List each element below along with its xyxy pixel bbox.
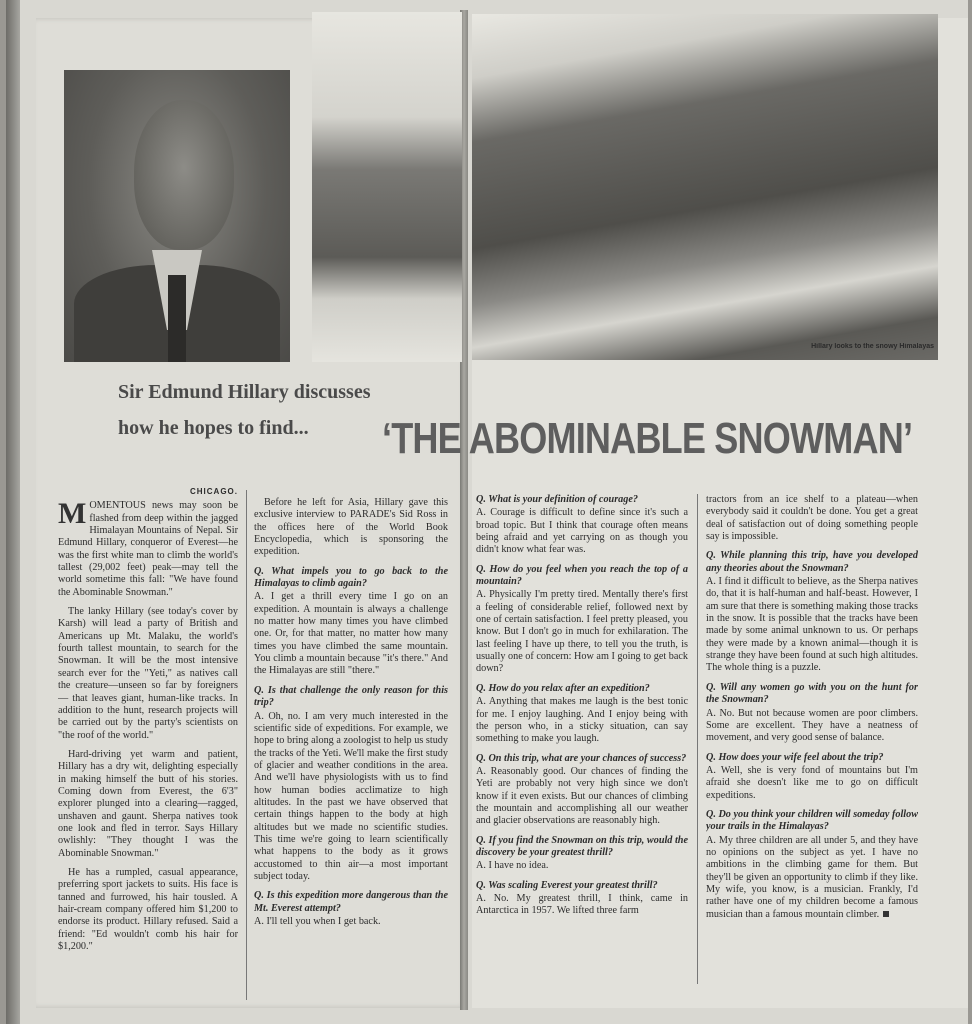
portrait-tie (168, 275, 186, 362)
answer: A. I have no idea. (476, 860, 549, 872)
answer: A. Reasonably good. Our chances of finding the Yeti are probably not very high since we don't know if it even exists. But our chances of climbing the mountain and accomplishing all our weather and glacier observations are reasonably high. (476, 765, 688, 827)
hillary-portrait-photo (64, 70, 290, 362)
question: Q. What is your definition of courage? (476, 494, 638, 505)
answer: A. Oh, no. I am very much interested in the scientific side of expeditions. For example, we hope to bring along a zoologist to help us study the tracks of the Yeti. We'll make the first study of glacier and weather conditions in the area. And we'll have physiologists with us to find how human bodies acclimatize to high altitudes. In the past we have observed that certain things happen to the body at high altitudes but we made no scientific studies. This time we're going to learn scientifically what happens to the body as it grows accustomed to thin air—a most important subject today. (254, 710, 448, 882)
answer: A. I get a thrill every time I go on an expedition. A mountain is always a challenge no matter how many times you have climbed one. Or, for that matter, no matter how many times you have climbed the same mountain. You climb a mountain because "it's there." And the Himalayas are still "there." (254, 591, 448, 677)
question: Q. On this trip, what are your chances of success? (476, 752, 687, 764)
column-divider (246, 490, 247, 1000)
photo-caption: Hillary looks to the snowy Himalayas (811, 343, 934, 350)
answer (706, 835, 918, 921)
portrait-head (134, 100, 234, 250)
article-column-4 (706, 494, 918, 984)
question: Q. How do you relax after an expedition? (476, 682, 650, 694)
answer: A. I find it difficult to believe, as the Sherpa natives do, that it is half-human and half-beast. However, I am sure that there is something making those tracks in the snow. It is possible that the tracks have been made by some animal unknown to us. Or perhaps they were made by a known animal—though it is strange they have been found at such high altitudes. The whole thing is a puzzle. (706, 576, 918, 674)
answer: A. No. My greatest thrill, I think, came in Antarctica in 1957. We lifted three farm (476, 892, 688, 917)
paragraph: Hard-driving yet warm and patient, Hillary has a dry wit, delighting especially in making himself the butt of his stories. Coming down from Everest, the 6'3" explorer plunged into a clearing—ragged, unshaven and gaunt. Sherpa natives took one look and fled in terror. Says Hillary owlishly: "They thought I was the Abominable Snowman." (58, 748, 238, 859)
paragraph: He has a rumpled, casual appearance, preferring sport jackets to suits. His face is tanned and furrowed, his hair tousled. A hair-cream company offered him $1,200 to endorse its product. Hillary refused. Said a friend: "Ed wouldn't comb his hair for $1,200." (58, 866, 238, 953)
question: Q. While planning this trip, have you developed any theories about the Snowman? (706, 550, 918, 574)
headline-line-2: how he hopes to find... (118, 417, 309, 439)
headline-title: ‘THE ABOMINABLE SNOWMAN’ (382, 414, 913, 463)
paragraph-text: OMENTOUS news may soon be flashed from deep within the jagged Himalayan Mountains of Nepal. Sir Edmund Hillary, conqueror of Everest—he was the first white man to climb the world's tallest (29,002 feet) peak—may tell the world sometime this fall: "We have found the Abominable Snowman." (58, 500, 238, 598)
answer: A. Physically I'm pretty tired. Mentally there's first a feeling of considerable relief, followed next by one of certain satisfaction. I feel pretty pleased, you know. But I don't go in much for exhilaration. The last feeling I have up there, to tell you the truth, is usually one of concern: How am I going to get back down? (476, 589, 688, 675)
question: Q. If you find the Snowman on this trip, would the discovery be your greatest thrill? (476, 834, 688, 858)
answer: A. Anything that makes me laugh is the best tonic for me. I enjoy laughing. And I enjoy being with the person who, in a sticky situation, can say something to make you laugh. (476, 696, 688, 745)
article-column-2 (254, 497, 448, 1005)
question: Q. What impels you to go back to the Himalayas to climb again? (254, 565, 448, 590)
question: Q. Do you think your children will someday follow your trails in the Himalayas? (706, 808, 918, 833)
column-divider (697, 494, 698, 984)
page-edge (6, 0, 20, 1024)
question: Q. How does your wife feel about the trip? (706, 751, 884, 763)
paragraph (58, 497, 238, 599)
question: Q. How do you feel when you reach the top of a mountain? (476, 563, 688, 588)
dateline: CHICAGO. (190, 487, 238, 496)
answer: A. I'll tell you when I get back. (254, 916, 381, 927)
mountain-photo-left (312, 12, 462, 362)
end-mark-icon (883, 911, 889, 917)
paragraph: tractors from an ice shelf to a plateau—when everybody said it couldn't be done. You get a great deal of satisfaction out of doing something people say is impossible. (706, 494, 918, 543)
mountain-photo-main (472, 14, 938, 360)
article-column-3 (476, 494, 688, 984)
paragraph: Before he left for Asia, Hillary gave this exclusive interview to PARADE's Sid Ross in the offices here of the World Book Encyclopedia, which is sponsoring the expedition. (254, 497, 448, 558)
answer: A. Courage is difficult to define since it's such a broad topic. But I think that courage often means being afraid and yet carrying on as though you didn't know what fear was. (476, 507, 688, 556)
question: Q. Is that challenge the only reason for this trip? (254, 684, 448, 709)
answer: A. No. But not because women are poor climbers. Some are excellent. They have a neatness of movement, and very good sense of balance. (706, 707, 918, 744)
drop-cap: M (58, 497, 87, 531)
article-column-1 (58, 486, 238, 1006)
answer-text: A. My three children are all under 5, and they have no opinions on the subject as yet. I have no ambitions in the climbing game for them. But they'll be given an opportunity to climb if they like. My wife, you know, is a musician. Frankly, I'd rather have one of my children become a famous musician than a famous mountain climber. (706, 834, 918, 920)
question: Q. Was scaling Everest your greatest thrill? (476, 879, 658, 891)
question: Q. Is this expedition more dangerous than the Mt. Everest attempt? (254, 890, 448, 914)
answer: A. Well, she is very fond of mountains but I'm afraid she doesn't like me to go on difficult expeditions. (706, 764, 918, 801)
question: Q. Will any women go with you on the hunt for the Snowman? (706, 681, 918, 706)
headline-line-1: Sir Edmund Hillary discusses (118, 381, 371, 403)
paragraph: The lanky Hillary (see today's cover by Karsh) will lead a party of British and Americans up Mt. Malaku, the world's fourth tallest mountain, to search for the Snowman. It will be the most intensive search ever for the "Yeti," as natives call the creature—unseen so far by foreigners — that leaves giant, human-like tracks. In addition to the hunt, research projects will be carried out by the party's scientists on "the roof of the world." (58, 606, 238, 741)
